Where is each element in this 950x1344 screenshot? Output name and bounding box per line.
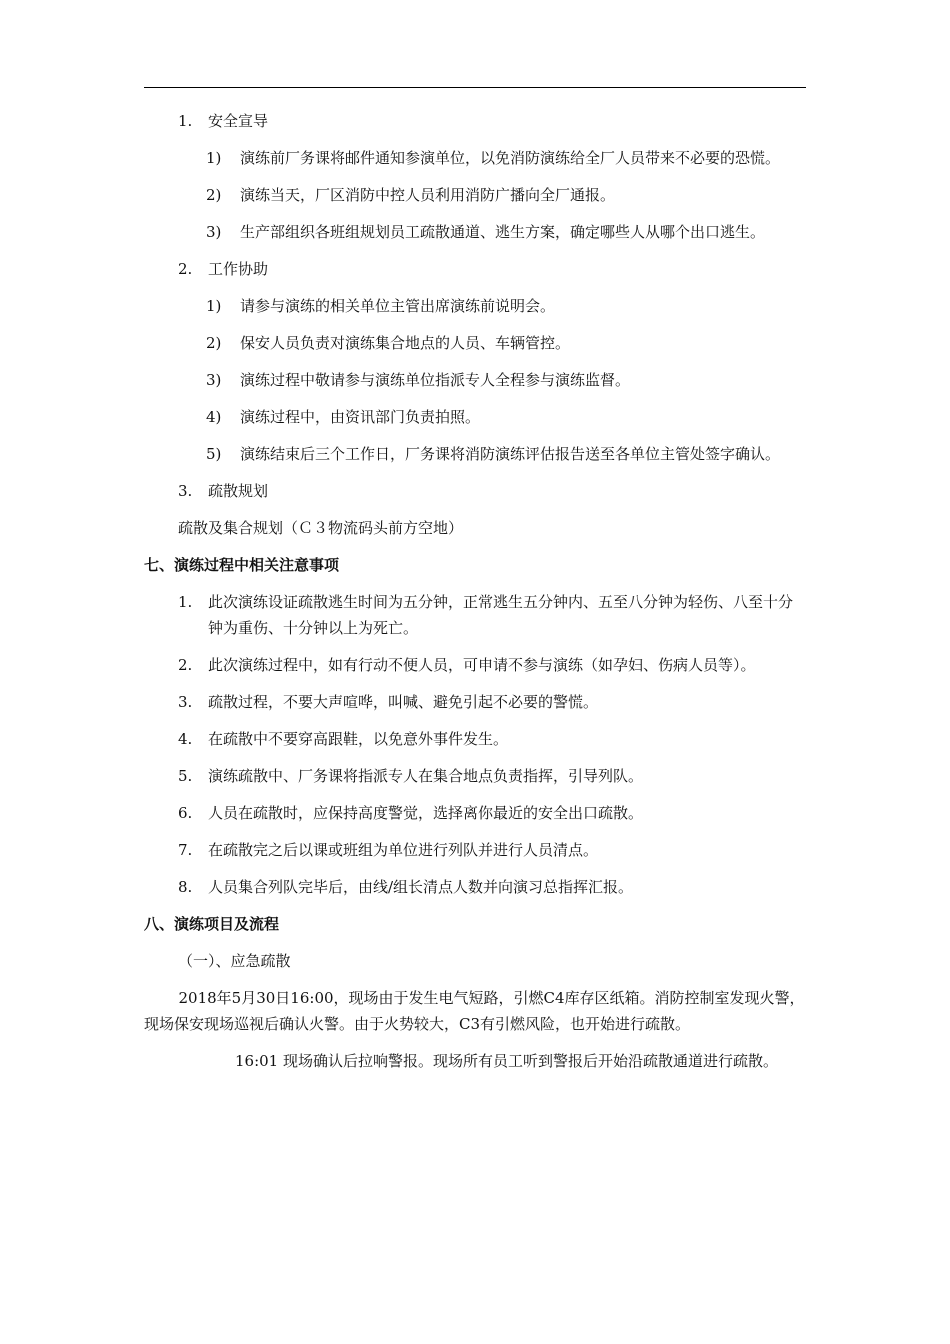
list-text: 人员在疏散时，应保持高度警觉，选择离你最近的安全出口疏散。 [208,804,644,822]
sub-list-item [144,330,806,356]
list-item [144,689,806,715]
list-number: 3. [178,693,193,711]
list-text: 工作协助 [208,260,269,278]
sub-list-item [144,219,806,245]
list-number: 1. [178,112,193,130]
list-item [144,256,806,282]
list-text: 此次演练设证疏散逃生时间为五分钟，正常逃生五分钟内、五至八分钟为轻伤、八至十分钟为重伤、十分钟以上为死亡。 [208,593,794,637]
header-rule [144,87,806,88]
section-heading: 七、演练过程中相关注意事项 [144,556,340,574]
list-number: 5. [178,767,193,785]
sub-list-item [144,404,806,430]
list-text: 人员集合列队完毕后，由线/组长清点人数并向演习总指挥汇报。 [208,878,634,896]
list-item [144,652,806,678]
list-text: 演练当天，厂区消防中控人员利用消防广播向全厂通报。 [240,186,616,204]
list-text: 演练前厂务课将邮件通知参演单位，以免消防演练给全厂人员带来不必要的恐慌。 [240,149,781,167]
paragraph: 2018年5月30日16:00，现场由于发生电气短路，引燃C4库存区纸箱。消防控制室发现火警，现场保安现场巡视后确认火警。由于火势较大，C3有引燃风险，也开始进行疏散。 [144,989,805,1033]
sub-list-item [144,441,806,467]
list-number: 5) [206,445,222,463]
section-heading: 八、演练项目及流程 [144,915,280,933]
list-number: 1) [206,149,222,167]
list-item [144,589,806,641]
evacuation-note: 疏散及集合规划（Ｃ３物流码头前方空地） [178,519,464,537]
list-number: 4. [178,730,193,748]
sub-list-item [144,367,806,393]
list-text: 保安人员负责对演练集合地点的人员、车辆管控。 [240,334,571,352]
list-item [144,108,806,134]
list-text: 演练过程中敬请参与演练单位指派专人全程参与演练监督。 [240,371,631,389]
list-item [144,837,806,863]
sub-list-item [144,293,806,319]
list-number: 4) [206,408,222,426]
list-text: 演练过程中，由资讯部门负责拍照。 [240,408,481,426]
list-item [144,763,806,789]
list-text: 生产部组织各班组规划员工疏散通道、逃生方案，确定哪些人从哪个出口逃生。 [240,223,766,241]
list-number: 7. [178,841,193,859]
list-number: 8. [178,878,193,896]
paragraph: 16:01 现场确认后拉响警报。现场所有员工听到警报后开始沿疏散通道进行疏散。 [235,1052,778,1070]
list-number: 3. [178,482,193,500]
list-text: 疏散规划 [208,482,269,500]
list-text: 此次演练过程中，如有行动不便人员，可申请不参与演练（如孕妇、伤病人员等）。 [208,656,756,674]
list-text: 疏散过程，不要大声喧哗，叫喊、避免引起不必要的警慌。 [208,693,599,711]
list-text: 在疏散中不要穿高跟鞋，以免意外事件发生。 [208,730,509,748]
sub-list-item [144,182,806,208]
list-text: 在疏散完之后以课或班组为单位进行列队并进行人员清点。 [208,841,599,859]
list-item [144,726,806,752]
list-number: 6. [178,804,193,822]
sub-heading: （一）、应急疏散 [178,952,291,970]
list-number: 2) [206,186,222,204]
list-number: 1) [206,297,222,315]
list-item [144,874,806,900]
list-text: 演练疏散中、厂务课将指派专人在集合地点负责指挥，引导列队。 [208,767,644,785]
list-text: 安全宣导 [208,112,269,130]
list-number: 2. [178,260,193,278]
list-number: 2) [206,334,222,352]
list-text: 演练结束后三个工作日，厂务课将消防演练评估报告送至各单位主管处签字确认。 [240,445,781,463]
document-body [144,108,806,1085]
list-number: 2. [178,656,193,674]
list-item [144,478,806,504]
list-item [144,800,806,826]
list-number: 3) [206,223,222,241]
list-number: 3) [206,371,222,389]
sub-list-item [144,145,806,171]
list-text: 请参与演练的相关单位主管出席演练前说明会。 [240,297,556,315]
list-number: 1. [178,593,193,611]
